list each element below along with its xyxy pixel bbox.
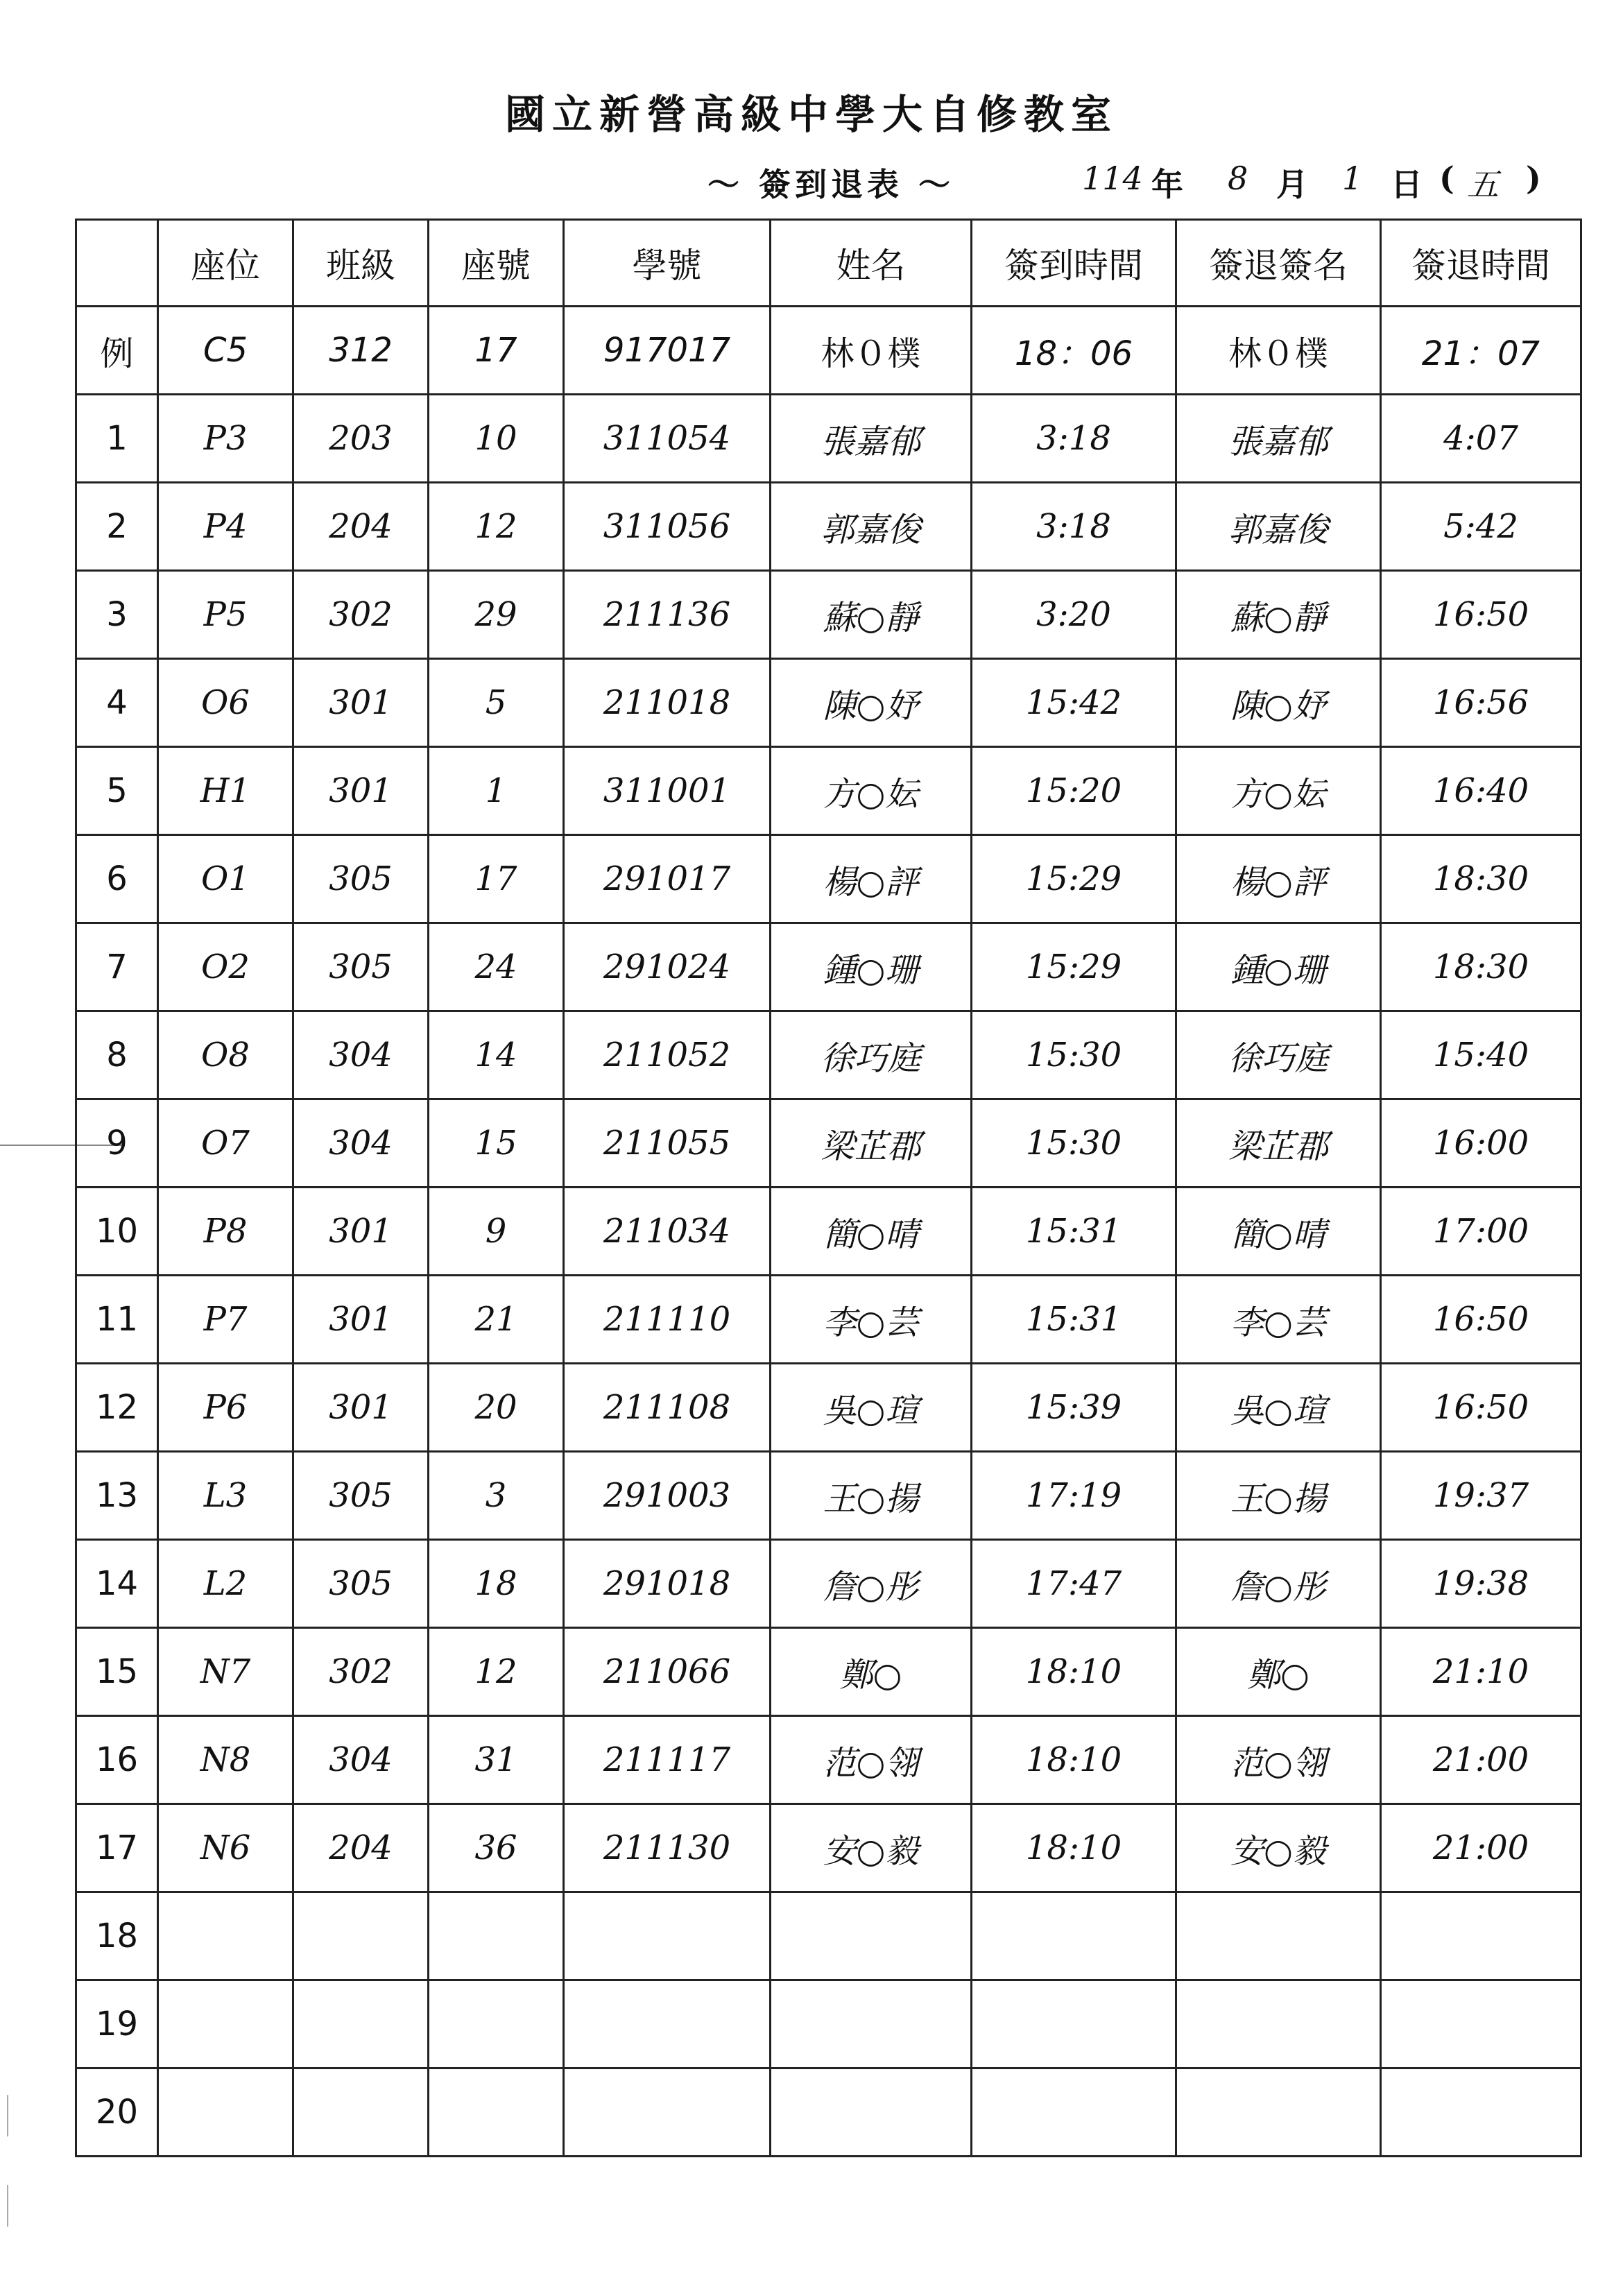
- table-row: [76, 1099, 1581, 1188]
- cell-seat: P3: [158, 395, 293, 483]
- cell-seat-number: 20: [429, 1364, 564, 1452]
- cell-sign-out-signature: 蘇○靜: [1176, 571, 1381, 659]
- cell-row-number: 7: [76, 923, 158, 1011]
- table-row: [76, 2068, 1581, 2157]
- cell-student-id: 211110: [564, 1276, 771, 1364]
- cell-student-id: 211136: [564, 571, 771, 659]
- table-row: [76, 1804, 1581, 1892]
- cell-row-number: 12: [76, 1364, 158, 1452]
- punch-mark: [7, 2095, 8, 2136]
- cell-student-id: 291024: [564, 923, 771, 1011]
- col-header-sign-in-time: 簽到時間: [972, 220, 1176, 307]
- cell-sign-out-signature: 詹○彤: [1176, 1540, 1381, 1628]
- cell-name: 鍾○珊: [771, 923, 972, 1011]
- cell-seat-number: 14: [429, 1011, 564, 1099]
- table-row: [76, 1540, 1581, 1628]
- cell-sign-in-time: 15:29: [972, 923, 1176, 1011]
- cell-seat-number: 18: [429, 1540, 564, 1628]
- page-title: 國立新營高級中學大自修教室: [504, 91, 1118, 138]
- cell-sign-in-time: 18:10: [972, 1716, 1176, 1804]
- cell-seat: L3: [158, 1452, 293, 1540]
- cell-name: [771, 1980, 972, 2068]
- cell-sign-out-signature: 張嘉郁: [1176, 395, 1381, 483]
- table-row: [76, 1628, 1581, 1716]
- cell-name: 安○毅: [771, 1804, 972, 1892]
- cell-sign-out-time: 4:07: [1381, 395, 1581, 483]
- form-subtitle: ～ 簽到退表 ～: [707, 166, 955, 203]
- cell-sign-out-signature: [1176, 2068, 1381, 2157]
- cell-sign-in-time: [972, 1980, 1176, 2068]
- cell-sign-in-time: 18:10: [972, 1804, 1176, 1892]
- cell-student-id: 211055: [564, 1099, 771, 1188]
- cell-sign-out-time: [1381, 2068, 1581, 2157]
- cell-class: 305: [293, 923, 429, 1011]
- cell-class: [293, 1980, 429, 2068]
- cell-sign-out-signature: 鄭○: [1176, 1628, 1381, 1716]
- cell-name: 林０樸: [771, 307, 972, 395]
- cell-sign-in-time: 15:39: [972, 1364, 1176, 1452]
- date-day: 1: [1342, 160, 1363, 197]
- cell-name: 吳○瑄: [771, 1364, 972, 1452]
- cell-sign-out-signature: [1176, 1980, 1381, 2068]
- col-header-row-number: [76, 220, 158, 307]
- cell-sign-out-time: 18:30: [1381, 835, 1581, 923]
- cell-class: [293, 1892, 429, 1980]
- cell-sign-out-signature: 楊○評: [1176, 835, 1381, 923]
- cell-row-number: 18: [76, 1892, 158, 1980]
- cell-sign-out-time: 16:40: [1381, 747, 1581, 835]
- cell-name: 范○翎: [771, 1716, 972, 1804]
- cell-sign-in-time: 15:42: [972, 659, 1176, 747]
- cell-seat-number: 17: [429, 835, 564, 923]
- col-header-sign-out-signature: 簽退簽名: [1176, 220, 1381, 307]
- cell-seat-number: 12: [429, 483, 564, 571]
- cell-seat: O2: [158, 923, 293, 1011]
- cell-name: [771, 2068, 972, 2157]
- sign-in-table: [75, 219, 1582, 2157]
- cell-seat: L2: [158, 1540, 293, 1628]
- cell-seat-number: 24: [429, 923, 564, 1011]
- cell-sign-out-signature: 林０樸: [1176, 307, 1381, 395]
- subtitle-row: [0, 160, 1623, 215]
- cell-seat: P8: [158, 1188, 293, 1276]
- cell-seat-number: 5: [429, 659, 564, 747]
- cell-student-id: 211034: [564, 1188, 771, 1276]
- cell-seat-number: 10: [429, 395, 564, 483]
- table-row: [76, 659, 1581, 747]
- cell-class: 304: [293, 1011, 429, 1099]
- cell-sign-in-time: 15:29: [972, 835, 1176, 923]
- cell-sign-out-signature: 鍾○珊: [1176, 923, 1381, 1011]
- table-row: [76, 835, 1581, 923]
- cell-name: 徐巧庭: [771, 1011, 972, 1099]
- cell-seat: O1: [158, 835, 293, 923]
- cell-sign-out-time: 16:00: [1381, 1099, 1581, 1188]
- cell-class: 302: [293, 571, 429, 659]
- cell-sign-in-time: 15:20: [972, 747, 1176, 835]
- cell-seat-number: 21: [429, 1276, 564, 1364]
- cell-name: 詹○彤: [771, 1540, 972, 1628]
- cell-class: 304: [293, 1716, 429, 1804]
- table-row: [76, 1892, 1581, 1980]
- date-open-paren: (: [1439, 160, 1454, 197]
- cell-sign-in-time: 17:19: [972, 1452, 1176, 1540]
- cell-sign-in-time: 3:18: [972, 395, 1176, 483]
- cell-seat-number: 31: [429, 1716, 564, 1804]
- date-year-label: 年: [1151, 166, 1183, 203]
- cell-row-number: 例: [76, 307, 158, 395]
- cell-name: 梁芷郡: [771, 1099, 972, 1188]
- cell-seat: [158, 1980, 293, 2068]
- table-row: [76, 1188, 1581, 1276]
- date-year: 114: [1082, 160, 1143, 197]
- cell-class: 305: [293, 1452, 429, 1540]
- cell-sign-out-time: 16:50: [1381, 1276, 1581, 1364]
- cell-seat: H1: [158, 747, 293, 835]
- punch-mark: [7, 2185, 8, 2227]
- cell-student-id: 291003: [564, 1452, 771, 1540]
- cell-name: 李○芸: [771, 1276, 972, 1364]
- cell-seat-number: 12: [429, 1628, 564, 1716]
- cell-student-id: 211052: [564, 1011, 771, 1099]
- cell-class: 301: [293, 1276, 429, 1364]
- cell-sign-in-time: 18:10: [972, 1628, 1176, 1716]
- table-row: [76, 1452, 1581, 1540]
- cell-class: 301: [293, 1364, 429, 1452]
- cell-row-number: 17: [76, 1804, 158, 1892]
- cell-seat: [158, 2068, 293, 2157]
- cell-sign-out-time: [1381, 1892, 1581, 1980]
- cell-seat: P6: [158, 1364, 293, 1452]
- date-month-label: 月: [1276, 166, 1308, 203]
- cell-seat-number: 9: [429, 1188, 564, 1276]
- cell-sign-in-time: 18：06: [972, 307, 1176, 395]
- cell-seat-number: 17: [429, 307, 564, 395]
- cell-row-number: 11: [76, 1276, 158, 1364]
- cell-sign-out-signature: 李○芸: [1176, 1276, 1381, 1364]
- cell-sign-out-signature: 王○揚: [1176, 1452, 1381, 1540]
- cell-class: 203: [293, 395, 429, 483]
- cell-row-number: 6: [76, 835, 158, 923]
- table-header-row: [76, 220, 1581, 307]
- cell-name: 楊○評: [771, 835, 972, 923]
- col-header-sign-out-time: 簽退時間: [1381, 220, 1581, 307]
- cell-seat: N6: [158, 1804, 293, 1892]
- cell-sign-in-time: 3:18: [972, 483, 1176, 571]
- cell-seat-number: 1: [429, 747, 564, 835]
- cell-row-number: 20: [76, 2068, 158, 2157]
- cell-sign-out-time: 21:10: [1381, 1628, 1581, 1716]
- cell-sign-out-time: 21:00: [1381, 1804, 1581, 1892]
- cell-seat-number: 3: [429, 1452, 564, 1540]
- cell-seat: O6: [158, 659, 293, 747]
- col-header-seat-number: 座號: [429, 220, 564, 307]
- cell-student-id: 291018: [564, 1540, 771, 1628]
- cell-class: 305: [293, 1540, 429, 1628]
- cell-row-number: 13: [76, 1452, 158, 1540]
- cell-row-number: 4: [76, 659, 158, 747]
- cell-student-id: 211130: [564, 1804, 771, 1892]
- cell-sign-in-time: 17:47: [972, 1540, 1176, 1628]
- cell-sign-in-time: 3:20: [972, 571, 1176, 659]
- cell-row-number: 15: [76, 1628, 158, 1716]
- cell-class: 304: [293, 1099, 429, 1188]
- cell-sign-in-time: 15:30: [972, 1011, 1176, 1099]
- cell-sign-in-time: 15:31: [972, 1276, 1176, 1364]
- table-row: [76, 1980, 1581, 2068]
- cell-sign-out-signature: 范○翎: [1176, 1716, 1381, 1804]
- cell-class: [293, 2068, 429, 2157]
- cell-name: 鄭○: [771, 1628, 972, 1716]
- cell-sign-out-time: 19:38: [1381, 1540, 1581, 1628]
- cell-class: 301: [293, 1188, 429, 1276]
- cell-sign-out-time: 18:30: [1381, 923, 1581, 1011]
- table-row: [76, 1276, 1581, 1364]
- cell-class: 204: [293, 1804, 429, 1892]
- cell-sign-out-time: 19:37: [1381, 1452, 1581, 1540]
- cell-class: 301: [293, 747, 429, 835]
- cell-student-id: 291017: [564, 835, 771, 923]
- cell-seat: O8: [158, 1011, 293, 1099]
- cell-student-id: 311001: [564, 747, 771, 835]
- cell-student-id: [564, 1980, 771, 2068]
- cell-name: 王○揚: [771, 1452, 972, 1540]
- cell-class: 204: [293, 483, 429, 571]
- table-row: [76, 571, 1581, 659]
- cell-sign-out-signature: 吳○瑄: [1176, 1364, 1381, 1452]
- cell-name: 郭嘉俊: [771, 483, 972, 571]
- cell-seat: P4: [158, 483, 293, 571]
- cell-name: [771, 1892, 972, 1980]
- cell-row-number: 14: [76, 1540, 158, 1628]
- cell-seat-number: [429, 2068, 564, 2157]
- cell-sign-out-signature: 徐巧庭: [1176, 1011, 1381, 1099]
- cell-seat-number: 29: [429, 571, 564, 659]
- cell-sign-out-time: 17:00: [1381, 1188, 1581, 1276]
- table-row: [76, 483, 1581, 571]
- cell-seat: O7: [158, 1099, 293, 1188]
- table-row: [76, 395, 1581, 483]
- cell-name: 方○妘: [771, 747, 972, 835]
- cell-sign-out-signature: 方○妘: [1176, 747, 1381, 835]
- cell-name: 簡○晴: [771, 1188, 972, 1276]
- cell-row-number: 16: [76, 1716, 158, 1804]
- cell-seat: N7: [158, 1628, 293, 1716]
- cell-class: 301: [293, 659, 429, 747]
- cell-sign-out-signature: 安○毅: [1176, 1804, 1381, 1892]
- col-header-seat: 座位: [158, 220, 293, 307]
- table-row: [76, 1011, 1581, 1099]
- date-month: 8: [1228, 160, 1248, 197]
- cell-row-number: 1: [76, 395, 158, 483]
- cell-row-number: 19: [76, 1980, 158, 2068]
- cell-name: 陳○妤: [771, 659, 972, 747]
- cell-sign-out-signature: [1176, 1892, 1381, 1980]
- cell-student-id: 311056: [564, 483, 771, 571]
- cell-seat: C5: [158, 307, 293, 395]
- cell-sign-out-time: 21:00: [1381, 1716, 1581, 1804]
- cell-row-number: 9: [76, 1099, 158, 1188]
- cell-row-number: 2: [76, 483, 158, 571]
- cell-student-id: [564, 2068, 771, 2157]
- cell-name: 蘇○靜: [771, 571, 972, 659]
- cell-student-id: [564, 1892, 771, 1980]
- cell-seat: P5: [158, 571, 293, 659]
- col-header-class: 班級: [293, 220, 429, 307]
- cell-student-id: 211018: [564, 659, 771, 747]
- date-day-label: 日: [1391, 166, 1423, 203]
- cell-seat: N8: [158, 1716, 293, 1804]
- cell-sign-out-signature: 梁芷郡: [1176, 1099, 1381, 1188]
- col-header-student-id: 學號: [564, 220, 771, 307]
- cell-sign-out-time: 15:40: [1381, 1011, 1581, 1099]
- cell-sign-out-time: 5:42: [1381, 483, 1581, 571]
- cell-sign-in-time: 15:30: [972, 1099, 1176, 1188]
- cell-student-id: 211117: [564, 1716, 771, 1804]
- example-row: [76, 307, 1581, 395]
- table-row: [76, 1716, 1581, 1804]
- table-row: [76, 923, 1581, 1011]
- date-weekday: 五: [1467, 166, 1499, 203]
- cell-student-id: 211066: [564, 1628, 771, 1716]
- cell-sign-out-time: 16:50: [1381, 571, 1581, 659]
- cell-sign-out-time: [1381, 1980, 1581, 2068]
- cell-seat: P7: [158, 1276, 293, 1364]
- cell-row-number: 5: [76, 747, 158, 835]
- date-close-paren: ): [1526, 160, 1541, 197]
- cell-seat-number: [429, 1980, 564, 2068]
- cell-seat-number: 36: [429, 1804, 564, 1892]
- cell-seat-number: [429, 1892, 564, 1980]
- col-header-name: 姓名: [771, 220, 972, 307]
- table-row: [76, 1364, 1581, 1452]
- cell-row-number: 10: [76, 1188, 158, 1276]
- table-row: [76, 747, 1581, 835]
- cell-sign-out-time: 21：07: [1381, 307, 1581, 395]
- cell-sign-out-signature: 郭嘉俊: [1176, 483, 1381, 571]
- cell-sign-out-time: 16:50: [1381, 1364, 1581, 1452]
- cell-seat: [158, 1892, 293, 1980]
- cell-class: 302: [293, 1628, 429, 1716]
- cell-row-number: 3: [76, 571, 158, 659]
- cell-name: 張嘉郁: [771, 395, 972, 483]
- cell-seat-number: 15: [429, 1099, 564, 1188]
- cell-sign-out-signature: 陳○妤: [1176, 659, 1381, 747]
- cell-sign-out-signature: 簡○晴: [1176, 1188, 1381, 1276]
- cell-class: 305: [293, 835, 429, 923]
- cell-student-id: 211108: [564, 1364, 771, 1452]
- cell-sign-in-time: [972, 1892, 1176, 1980]
- cell-student-id: 311054: [564, 395, 771, 483]
- cell-row-number: 8: [76, 1011, 158, 1099]
- cell-sign-in-time: [972, 2068, 1176, 2157]
- cell-sign-out-time: 16:56: [1381, 659, 1581, 747]
- cell-class: 312: [293, 307, 429, 395]
- cell-sign-in-time: 15:31: [972, 1188, 1176, 1276]
- cell-student-id: 917017: [564, 307, 771, 395]
